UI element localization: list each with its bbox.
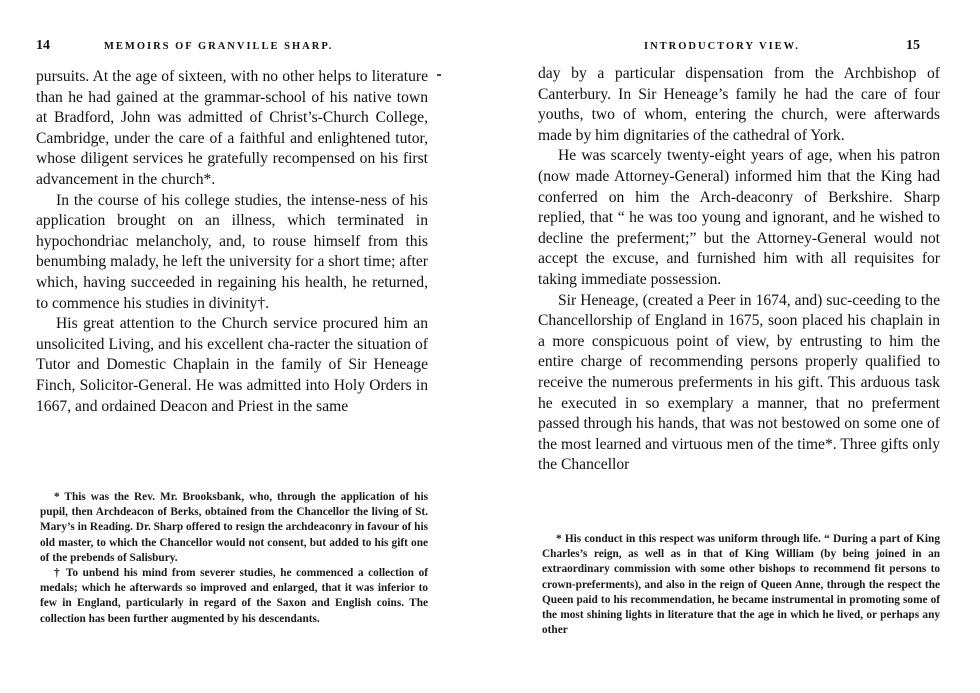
- right-running-title: INTRODUCTORY VIEW.: [644, 41, 800, 52]
- left-page: [36, 0, 428, 693]
- right-footnote-1: * His conduct in this respect was uniform through life. “ During a part of King Charles’s reign, as well as in that of King William (by being joined in an extraordinary commission with some other bishops to recommend fit persons to crown-preferments), and also in the reign of Queen Anne, through the respect the Queen paid to his recommendation, he became instrumental in promoting some of the most shining lights in literature that the age in which he lived, or perhaps any other: [542, 533, 940, 637]
- right-footnotes: [542, 532, 940, 638]
- margin-mark: [437, 74, 441, 76]
- right-page: [538, 0, 940, 693]
- right-paragraph-3: Sir Heneage, (created a Peer in 1674, and) suc-ceeding to the Chancellorship of England in 1675, soon placed his chaplain in a more conspicuous point of view, by entrusting to him the entire charge of recommending persons properly qualified to receive the numerous preferments in his gift. This arduous task he executed in so exemplary a manner, that no preferment passed through his hands, that was not bestowed on some one of the most learned and virtuous men of the time*. Three gifts only the Chancellor: [538, 291, 940, 474]
- left-page-header: [36, 38, 428, 58]
- right-page-header: [538, 38, 940, 58]
- left-paragraph-3: His great attention to the Church service procured him an unsolicited Living, and his excellent cha-racter the situation of Tutor and Domestic Chaplain in the family of Sir Heneage Finch, Solicitor-General. He was admitted into Holy Orders in 1667, and ordained Deacon and Priest in the same: [36, 315, 428, 415]
- right-paragraph-2: He was scarcely twenty-eight years of age, when his patron (now made Attorney-General) informed him that the King had conferred on him the Arch-deaconry of Berkshire. Sharp replied, that “ he was too young and ignorant, and he wished to decline the preferment;” but the Attorney-General would not accept the excuse, and furnished him with all requisites for taking immediate possession.: [538, 147, 940, 288]
- left-footnotes: [40, 490, 428, 627]
- left-running-title: MEMOIRS OF GRANVILLE SHARP.: [104, 41, 334, 52]
- left-body-text: [36, 67, 428, 417]
- left-paragraph-1: pursuits. At the age of sixteen, with no other helps to literature than he had gained at the grammar-school of his native town at Bradford, John was admitted of Christ’s-Church College, Cambridge, under the care of a faithful and enlightened tutor, whose diligent services he gratefully recompensed on his first advancement in the church*.: [36, 68, 428, 188]
- right-page-number: 15: [906, 38, 920, 53]
- right-paragraph-1: day by a particular dispensation from the Archbishop of Canterbury. In Sir Heneage’s family he had the care of four youths, two of whom, entering the church, were afterwards made by him dignitaries of the cathedral of York.: [538, 65, 940, 144]
- left-footnote-2: † To unbend his mind from severer studies, he commenced a collection of medals; which he afterwards so improved and enlarged, that it was inferior to few in England, particularly in regard of the Saxon and English coins. The collection has been further augmented by his descendants.: [40, 567, 428, 625]
- right-body-text: [538, 64, 940, 476]
- left-paragraph-2: In the course of his college studies, the intense-ness of his application brought on an illness, which terminated in hypochondriac melancholy, and, to rouse himself from this benumbing malady, he left the university for a short time; after which, having succeeded in regaining his health, he returned, to commence his studies in divinity†.: [36, 191, 428, 312]
- left-page-number: 14: [36, 38, 50, 53]
- left-footnote-1: * This was the Rev. Mr. Brooksbank, who, through the application of his pupil, then Archdeacon of Berks, obtained from the Chancellor the living of St. Mary’s in Reading. Dr. Sharp offered to resign the archdeaconry in favour of his old master, to which the Chancellor would not consent, but added to his gift one of the prebends of Salisbury.: [40, 491, 428, 564]
